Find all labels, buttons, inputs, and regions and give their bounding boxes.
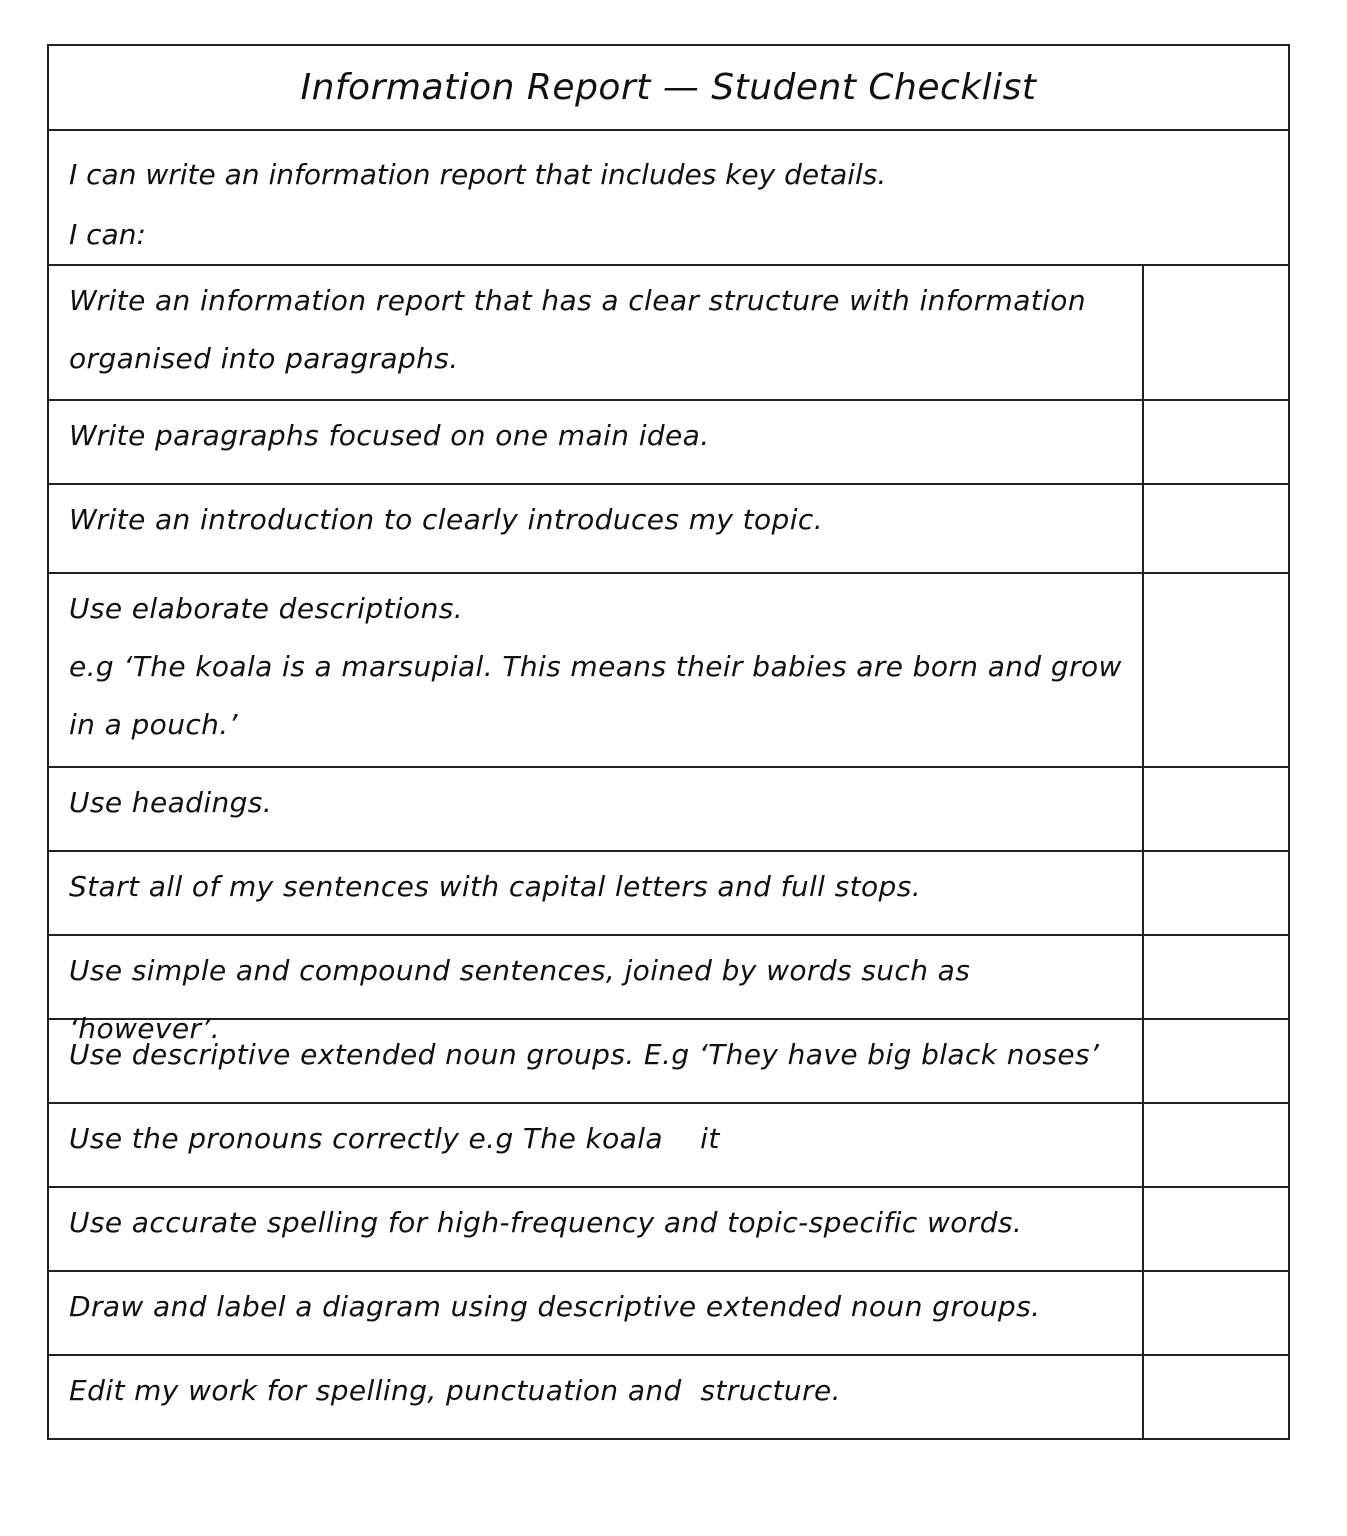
tick-box[interactable]: [1144, 852, 1288, 934]
item-line: Use the pronouns correctly e.g The koala it: [69, 1122, 720, 1155]
checklist-item-text: [49, 768, 1144, 850]
item-line: Use simple and compound sentences, joined by words such as ‘however’.: [69, 954, 971, 1045]
checklist-row: [49, 852, 1288, 936]
tick-box[interactable]: [1144, 1104, 1288, 1186]
checklist-row: [49, 768, 1288, 852]
item-line: Edit my work for spelling, punctuation and structure.: [69, 1374, 841, 1407]
checklist-table: [47, 44, 1290, 1440]
item-line: organised into paragraphs.: [69, 342, 459, 375]
item-line: Write an introduction to clearly introduces my topic.: [69, 503, 823, 536]
checklist-item-text: [49, 1188, 1144, 1270]
checklist-title: Information Report — Student Checklist: [300, 67, 1037, 108]
item-line: Draw and label a diagram using descriptive extended noun groups.: [69, 1290, 1041, 1323]
checklist-item-text: [49, 574, 1144, 766]
tick-box[interactable]: [1144, 768, 1288, 850]
tick-box[interactable]: [1144, 574, 1288, 766]
item-line: Write paragraphs focused on one main idea.: [69, 419, 710, 452]
item-line: Start all of my sentences with capital letters and full stops.: [69, 870, 921, 903]
checklist-row: [49, 1272, 1288, 1356]
tick-box[interactable]: [1144, 401, 1288, 483]
checklist-row: [49, 266, 1288, 401]
item-line: Write an information report that has a clear structure with information: [69, 284, 1086, 317]
checklist-row: [49, 401, 1288, 485]
checklist-row: [49, 1104, 1288, 1188]
item-line: Use descriptive extended noun groups. E.g ‘They have big black noses’: [69, 1038, 1100, 1071]
checklist-item-text: [49, 1020, 1144, 1102]
checklist-item-text: [49, 485, 1144, 572]
checklist-item-text: [49, 852, 1144, 934]
intro-i-can: I can:: [69, 218, 146, 251]
tick-box[interactable]: [1144, 1356, 1288, 1438]
checklist-item-text: [49, 936, 1144, 1045]
checklist-item-text: [49, 401, 1144, 483]
checklist-row: [49, 574, 1288, 768]
tick-box[interactable]: [1144, 266, 1288, 399]
checklist-intro: [49, 131, 1288, 266]
item-line: Use headings.: [69, 786, 273, 819]
checklist-row: [49, 936, 1288, 1045]
item-line: Use elaborate descriptions.: [69, 592, 464, 625]
tick-box[interactable]: [1144, 1272, 1288, 1354]
checklist-row: [49, 1356, 1288, 1438]
checklist-row: [49, 1020, 1288, 1104]
checklist-item-text: [49, 1272, 1144, 1354]
checklist-row: [49, 1188, 1288, 1272]
tick-box[interactable]: [1144, 1188, 1288, 1270]
checklist-item-text: [49, 266, 1144, 399]
tick-box[interactable]: [1144, 1020, 1288, 1102]
checklist-item-text: [49, 1104, 1144, 1186]
item-line: e.g ‘The koala is a marsupial. This means their babies are born and grow: [69, 650, 1122, 683]
intro-statement: I can write an information report that includes key details.: [69, 158, 887, 191]
item-line: Use accurate spelling for high-frequency and topic-specific words.: [69, 1206, 1023, 1239]
checklist-title-row: [49, 46, 1288, 131]
tick-box[interactable]: [1144, 936, 1288, 1018]
tick-box[interactable]: [1144, 485, 1288, 572]
checklist-item-text: [49, 1356, 1144, 1438]
checklist-row: [49, 485, 1288, 574]
item-line: in a pouch.’: [69, 708, 238, 741]
